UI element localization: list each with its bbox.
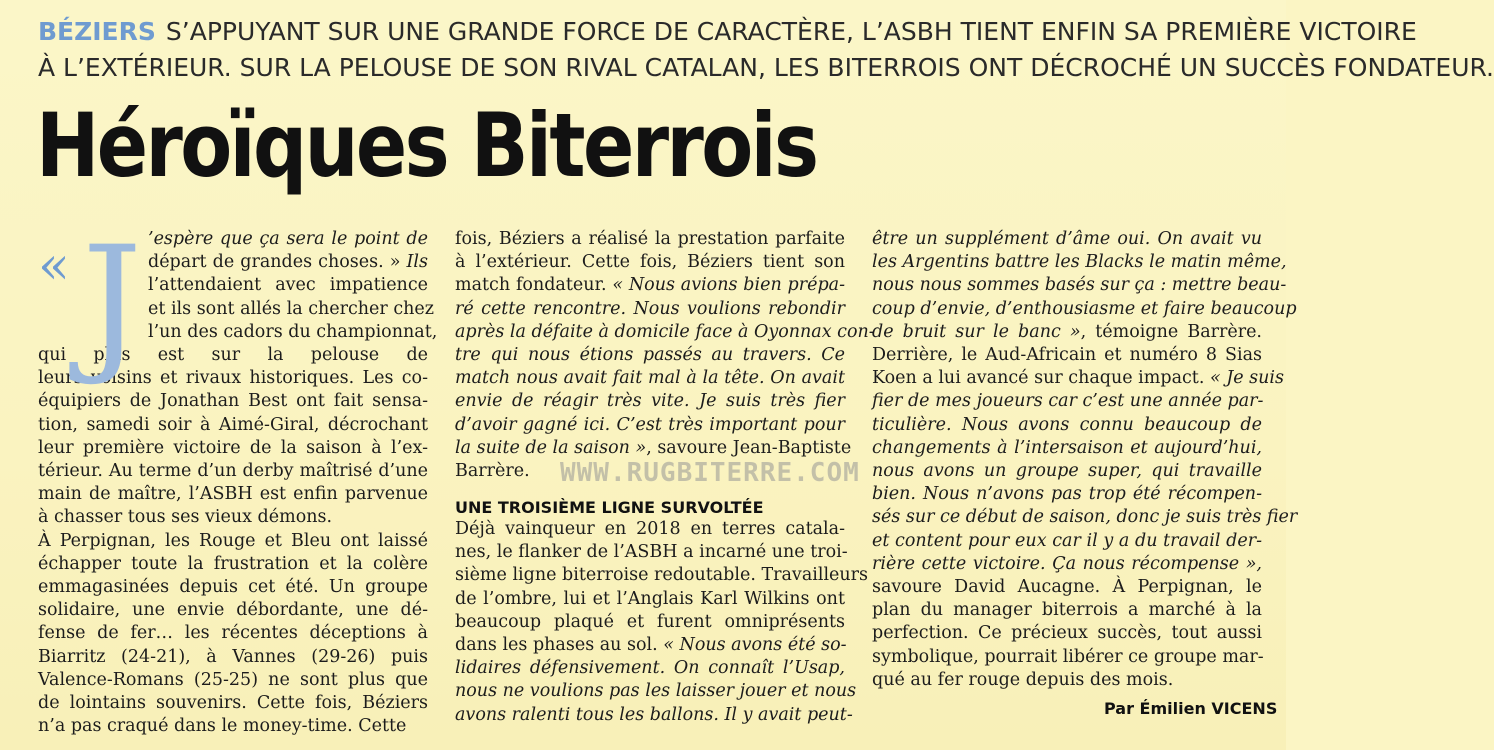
article-deck	[38, 14, 1494, 86]
text-line: ticulière. Nous avons connu beaucoup de	[872, 414, 1262, 435]
text-line: n’a pas craqué dans le money-time. Cette	[38, 716, 407, 737]
text-line: fier de mes joueurs car c’est une année par-	[872, 391, 1264, 412]
article-column-2-continued	[455, 518, 869, 727]
text-line: changements à l’intersaison et aujourd’hui,	[872, 437, 1262, 458]
quote-segment: « Nous avons été so-	[663, 635, 847, 656]
text-line: match nous avait fait mal à la tête. On avait	[455, 368, 845, 389]
deck-line-2: À L’EXTÉRIEUR. SUR LA PELOUSE DE SON RIVAL CATALAN, LES BITERROIS ONT DÉCROCHÉ UN SUCCÈS FONDATEUR.	[38, 53, 1494, 82]
text-line: et ils sont allés la chercher chez	[148, 298, 434, 319]
article-column-2	[455, 228, 875, 483]
text-line: d’avoir gagné ici. C’est très important pour	[455, 414, 845, 435]
article-column-3	[872, 228, 1298, 692]
text-segment: Koen a lui avancé sur chaque impact.	[872, 368, 1210, 389]
text-line: savoure David Aucagne. À Perpignan, le	[872, 577, 1262, 598]
text-line: qué au fer rouge depuis des mois.	[872, 669, 1174, 690]
text-line	[455, 437, 852, 460]
quote-segment: la suite de la saison »	[455, 437, 647, 458]
text-line: À Perpignan, les Rouge et Bleu ont laissé	[38, 530, 428, 551]
text-segment: , savoure Jean-Baptiste	[646, 437, 852, 458]
text-line: l’un des cadors du championnat,	[148, 321, 438, 342]
text-line: leurs voisins et rivaux historiques. Les co-	[38, 368, 428, 389]
text-line	[872, 321, 1262, 344]
text-line: de l’ombre, lui et l’Anglais Karl Wilkins ont	[455, 588, 845, 609]
text-line: tion, samedi soir à Aimé-Giral, décrochant	[38, 414, 428, 435]
opening-quote-icon: «	[38, 236, 70, 296]
text-line: sième ligne biterroise redoutable. Travailleurs	[455, 565, 869, 586]
text-line: avons ralenti tous les ballons. Il y avait peut-	[455, 704, 853, 725]
dropcap-letter: J	[82, 215, 143, 389]
deck-line-1	[38, 14, 1417, 50]
text-line: qui plus est sur la pelouse de	[38, 345, 428, 366]
text-line: sés sur ce début de saison, donc je suis très fier	[872, 507, 1298, 528]
text-line	[455, 634, 845, 657]
text-line: échapper toute la frustration et la colère	[38, 553, 428, 574]
text-segment: départ de grandes choses. »	[148, 252, 401, 273]
text-line: main de maître, l’ASBH est enfin parvenue	[38, 484, 428, 505]
text-line: lidaires défensivement. On connaît l’Usap,	[455, 658, 845, 679]
text-line: équipiers de Jonathan Best ont fait sensa-	[38, 391, 428, 412]
text-line: térieur. Au terme d’un derby maîtrisé d’une	[38, 461, 428, 482]
text-line: et content pour eux car il y a du travail der-	[872, 530, 1262, 551]
text-line: nes, le flanker de l’ASBH a incarné une troi-	[455, 542, 848, 563]
site-watermark: WWW.RUGBITERRE.COM	[560, 458, 860, 488]
text-line: symbolique, pourrait libérer ce groupe mar-	[872, 646, 1264, 667]
text-line: être un supplément d’âme oui. On avait vu	[872, 229, 1262, 249]
text-segment: match fondateur.	[455, 275, 613, 296]
text-segment: dans les phases au sol.	[455, 635, 664, 656]
text-line: tre qui nous étions passés au travers. Ce	[455, 345, 845, 366]
text-line: de lointains souvenirs. Cette fois, Béziers	[38, 693, 428, 714]
text-line: nous avons un groupe super, qui travaille	[872, 461, 1262, 482]
text-segment: , témoigne Barrère.	[1080, 321, 1262, 342]
text-line: ré cette rencontre. Nous voulions rebondir	[455, 298, 845, 319]
text-line: leur première victoire de la saison à l’ex-	[38, 437, 428, 458]
kicker-location: BÉZIERS	[38, 17, 156, 46]
deck-text-1: S’APPUYANT SUR UNE GRANDE FORCE DE CARACTÈRE, L’ASBH TIENT ENFIN SA PREMIÈRE VICTOIRE	[165, 17, 1417, 46]
text-line: après la défaite à domicile face à Oyonnax con-	[455, 321, 875, 342]
author-byline: Par Émilien VICENS	[1104, 699, 1278, 718]
text-line: solidaire, une envie débordante, une dé-	[38, 600, 428, 621]
quote-segment: Ils	[400, 252, 428, 273]
text-line: rière cette victoire. Ça nous récompense »,	[872, 553, 1262, 574]
text-line: Barrère.	[455, 461, 530, 482]
text-line: à l’extérieur. Cette fois, Béziers tient son	[455, 252, 845, 273]
article-headline: Héroïques Biterrois	[36, 94, 817, 197]
text-line: perfection. Ce précieux succès, tout aussi	[872, 623, 1262, 644]
text-line: fense de fer… les récentes déceptions à	[38, 623, 428, 644]
text-line: Valence-Romans (25-25) ne sont plus que	[38, 669, 428, 690]
text-line: emmagasinées depuis cet été. Un groupe	[38, 577, 428, 598]
quote-segment: de bruit sur le banc »	[872, 321, 1081, 342]
text-line: Derrière, le Aud-Africain et numéro 8 Sias	[872, 345, 1262, 366]
text-line: bien. Nous n’avons pas trop été récompen-	[872, 484, 1262, 505]
text-line: nous ne voulions pas les laisser jouer et nous	[455, 681, 857, 702]
quote-segment: « Nous avions bien prépa-	[612, 275, 845, 296]
text-line: nous nous sommes basés sur ça : mettre beau-	[872, 275, 1287, 296]
text-line	[872, 367, 1285, 390]
text-line: Biarritz (24-21), à Vannes (29-26) puis	[38, 646, 428, 667]
text-line: beaucoup plaqué et furent omniprésents	[455, 611, 845, 632]
quote-segment: « Je suis	[1209, 368, 1285, 389]
text-line	[455, 274, 845, 297]
text-line: coup d’envie, d’enthousiasme et faire beaucoup	[872, 298, 1297, 319]
text-line: ’espère que ça sera le point de	[148, 229, 428, 249]
text-line: plan du manager biterrois a marché à la	[872, 600, 1262, 621]
text-line: l’attendaient avec impatience	[148, 275, 428, 296]
text-line: à chasser tous ses vieux démons.	[38, 507, 333, 528]
text-line: fois, Béziers a réalisé la prestation parfaite	[455, 229, 845, 249]
text-line: les Argentins battre les Blacks le matin même,	[872, 252, 1287, 273]
section-subhead: UNE TROISIÈME LIGNE SURVOLTÉE	[455, 498, 764, 517]
text-line: Déjà vainqueur en 2018 en terres catala-	[455, 519, 845, 539]
text-line: envie de réagir très vite. Je suis très fier	[455, 391, 845, 412]
